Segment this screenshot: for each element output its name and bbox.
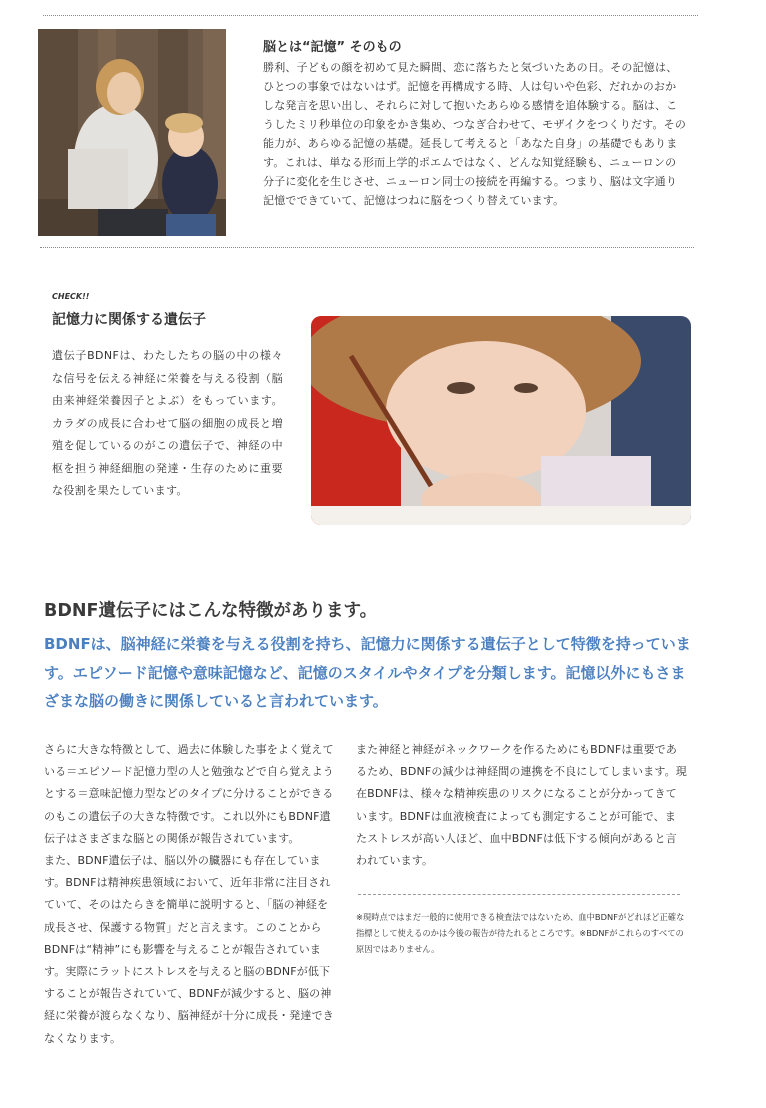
top-divider — [43, 15, 698, 16]
left-paragraph-1: さらに大きな特徴として、過去に体験した事をよく覚えている＝エピソード記憶力型の人と勉強などで自ら覚えようとする＝意味記憶力型などのタイプに分けることができるのもこの遺伝子の大きな特徴です。これ以外にもBDNF遺伝子はさまざまな脳との関係が報告されています。 — [44, 743, 334, 845]
section1-heading: 脳とは“記憶” そのもの — [263, 40, 402, 55]
left-paragraph-2: また、BDNF遺伝子は、脳以外の臓器にも存在しています。BDNFは精神疾患領域において、近年非常に注目されていて、そのはたらきを簡単に説明すると、「脳の神経を成長させ、保護する物質」だと言えます。このことからBDNFは“精神”にも影響を与えることが報告されています。実際にラットにストレスを与えると脳のBDNFが低下することが報告されていて、BDNFが減少すると、脳の神経に栄養が渡らなくなり、脳神経が十分に成長・発達できなくなります。 — [44, 854, 334, 1045]
section2-heading: 記憶力に関係する遺伝子 — [52, 312, 206, 328]
section2-body: 遺伝子BDNFは、わたしたちの脳の中の様々な信号を伝える神経に栄養を与える役割（脳由来神経栄養因子とよぶ）をもっています。カラダの成長に合わせて脳の細胞の成長と増殖を促しているのがこの遺伝子で、神経の中枢を担う神経細胞の発達・生存のために重要な役割を果たしています。 — [52, 349, 283, 497]
mother-child-photo — [38, 29, 226, 236]
right-paragraph-1: また神経と神経がネックワークを作るためにもBDNFは重要であるため、BDNFの減少は神経間の連携を不良にしてしまいます。現在BDNFは、様々な精神疾患のリスクになることが分かってきています。BDNFは血液検査によっても測定することが可能で、またストレスが高い人ほど、血中BDNFは低下する傾向があると言われています。 — [356, 743, 687, 868]
check-label: CHECK!! — [52, 292, 90, 301]
section1-body: 勝利、子どもの顔を初めて見た瞬間、恋に落ちたと気づいたあの日。その記憶は、ひとつの事象ではないはず。記憶を再構成する時、人は匂いや色彩、だれかのおかしな発言を思い出し、それらに対して抱いたあらゆる感情を追体験する。脳は、こうしたミリ秒単位の印象をかき集め、つなぎ合わせて、モザイクをつくりだす。その能力が、あらゆる記憶の基礎。延長して考えると「あなた自身」の基礎でもあります。これは、単なる形而上学的ポエムではなく、どんな知覚経験も、ニューロンの分子に変化を生じさせ、ニューロン同士の接続を再編する。つまり、脳は文字通り記憶でできていて、記憶はつねに脳をつくり替えています。 — [263, 61, 687, 207]
left-column — [44, 739, 334, 1050]
section3-lead: BDNFは、脳神経に栄養を与える役割を持ち、記憶力に関係する遺伝子として特徴を持っています。エピソード記憶や意味記憶など、記憶のスタイルやタイプを分類します。記憶以外にもさまざまな脳の働きに関係していると言われています。 — [44, 635, 691, 710]
section3-heading: BDNF遺伝子にはこんな特徴があります。 — [44, 601, 378, 621]
section1-divider — [40, 247, 694, 248]
footnote: ※現時点ではまだ一般的に使用できる検査法ではないため、血中BDNFがどれほど正確な指標として使えるのかは今後の報告が待たれるところです。※BDNFがこれらのすべての原因ではありません。 — [356, 912, 685, 954]
girl-drawing-photo — [311, 316, 691, 525]
footnote-divider — [358, 894, 680, 895]
